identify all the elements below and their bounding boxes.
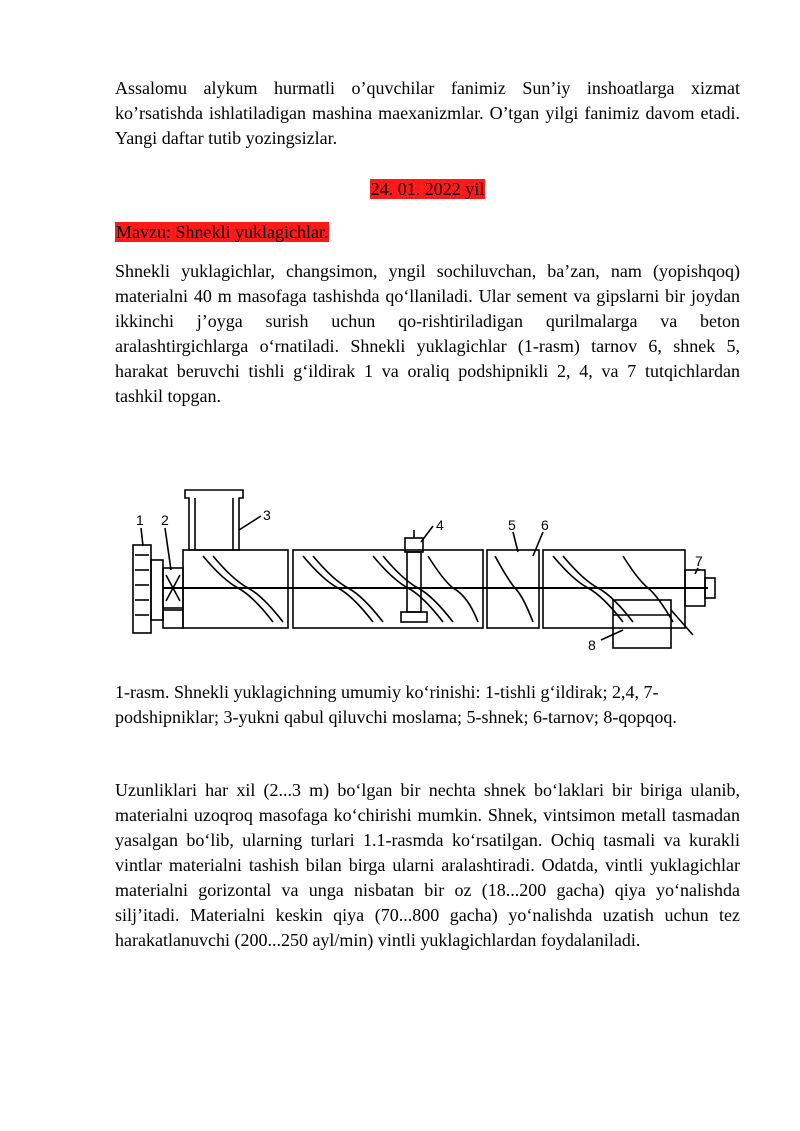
topic-highlight: Mavzu: Shnekli yuklagichlar. — [116, 222, 329, 242]
hopper-part — [185, 490, 243, 550]
figure-label-5: 5 — [508, 517, 516, 533]
figure-label-4: 4 — [436, 517, 444, 533]
figure-label-1: 1 — [136, 512, 144, 528]
figure-caption: 1-rasm. Shnekli yuklagichning umumiy ko‘rinishi: 1-tishli g‘ildirak; 2,4, 7-podshipniklar; 3-yukni qabul qiluvchi moslama; 5-shnek; 6-tarnov; 8-qopqoq. — [115, 682, 677, 727]
topic-heading — [115, 220, 329, 245]
body-paragraph-1: Shnekli yuklagichlar, changsimon, yngil sochiluvchan, ba’zan, nam (yopishqoq) materialni 40 m masofaga tashishda qo‘llaniladi. Ular sement va gipslarni bir joydan ikkinchi j’oyga surish uchun qo-rishtiriladigan qurilmalarga va beton aralashtirgichlarga o‘rnatiladi. Shnekli yuklagichlar (1-rasm) tarnov 6, shnek 5, harakat beruvchi tishli g‘ildirak 1 va oraliq podshipnikli 2, 4, va 7 tutqichlardan tashkil topgan. — [115, 261, 740, 406]
body-paragraph-2: Uzunliklari har xil (2...3 m) bo‘lgan bir nechta shnek bo‘laklari bir biriga ulanib, materialni uzoqroq masofaga ko‘chirishi mumkin. Shnek, vintsimon metall tasmadan yasalgan bo‘lib, ularning turlari 1.1-rasmda ko‘rsatilgan. Ochiq tasmali va kurakli vintlar materialni tashish bilan birga ularni aralashtiradi. Odatda, vintli yuklagichlar materialni gorizontal va unga nisbatan bir oz (18...200 gacha) qiya yo‘nalishda silj’itadi. Materialni keskin qiya (70...800 gacha) yo‘nalishda uzatish uchun tez harakatlanuvchi (200...250 ayl/min) vintli yuklagichlardan foydalaniladi. — [115, 780, 740, 950]
figure-label-8: 8 — [588, 637, 596, 653]
figure-label-7: 7 — [695, 553, 703, 569]
figure-label-3: 3 — [263, 507, 271, 523]
date-highlight: 24. 01. 2022 yil — [370, 179, 485, 199]
figure-label-2: 2 — [161, 512, 169, 528]
screw-loader-figure — [123, 480, 723, 655]
intro-paragraph: Assalomu alykum hurmatli o’quvchilar fanimiz Sun’iy inshoatlarga xizmat ko’rsatishda ishlatiladigan mashina maexanizmlar. O’tgan yilgi fanimiz davom etadi. Yangi daftar tutib yozingsizlar. — [115, 78, 740, 148]
date-line — [115, 177, 740, 202]
screw-loader-drawing — [123, 480, 723, 655]
gear-part — [133, 545, 151, 633]
figure-label-6: 6 — [541, 517, 549, 533]
